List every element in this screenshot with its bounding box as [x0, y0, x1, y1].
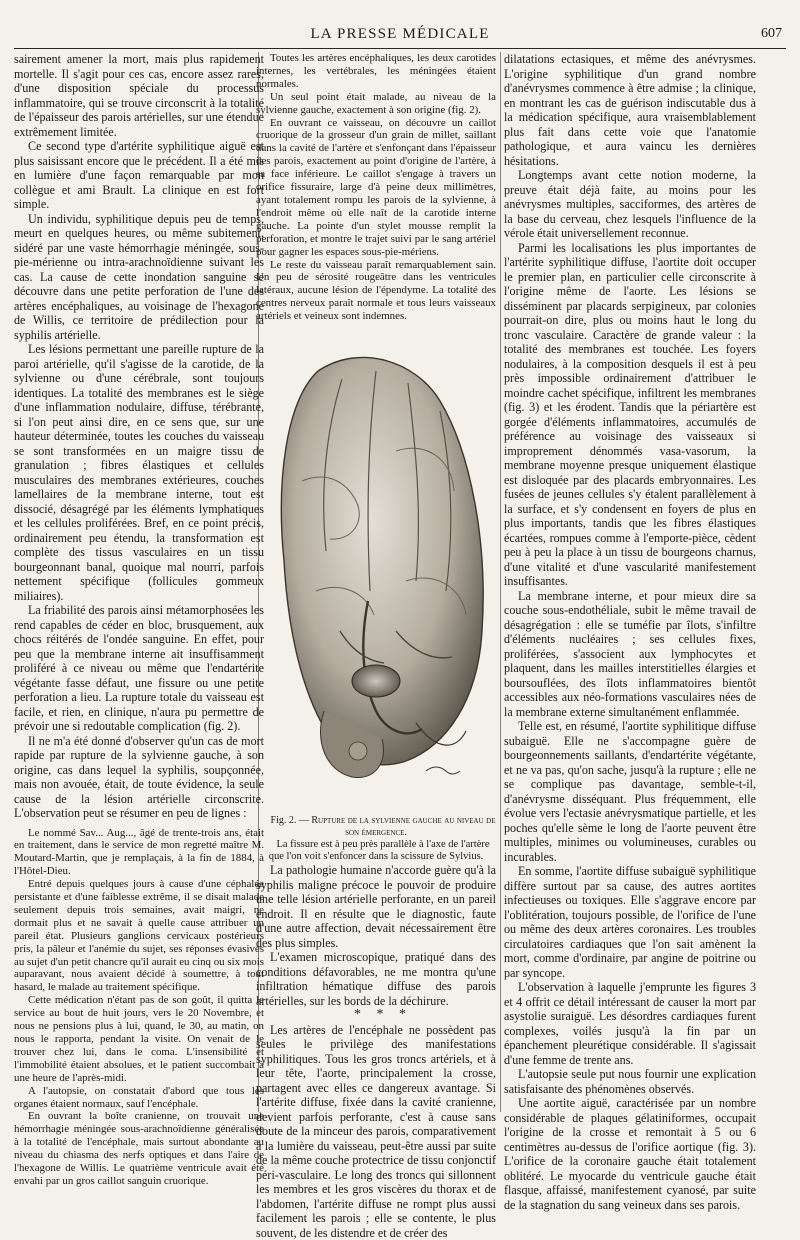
paragraph: dilatations ectasiques, et même des anévrysmes. L'origine syphilitique d'un grand nombre d'anévrysmes commence à être admise ; la clinique, en montrant les cas de guérison indiscutable dus à la médication spécifique, aura vraisemblablement plus fait dans cette voie que l'anatomie pathologique, et aura vaincu les dernières hésitations. — [504, 52, 756, 168]
paragraph: La pathologie humaine n'accorde guère qu'à la syphilis maligne précoce le pouvoir de produire une telle lésion artérielle perforante, en un pareil endroit. Il en résulte que le diagnostic, faute d'une autre affection, devait nécessairement être des plus simples. — [256, 863, 496, 950]
observation-paragraph: Cette médication n'étant pas de son goût, il quitta le service au bout de huit jours, vers le 20 Novembre, et nous ne pensions plus à lui, quand, le 30, au matin, on nous le rapporta, pendant la visite. On venait de le trouver chez lui, dans le coma. L'insensibilité et l'immobilité étaient absolues, et le patient succombait à une heure de l'après-midi. — [14, 994, 264, 1084]
observation-paragraph: En ouvrant la boîte cranienne, on trouvait une hémorrhagie méningée sous-arachnoïdienne généralisée à la totalité de l'encéphale, mais surtout abondante au niveau du chiasma des nerfs optiques et dans l'aire de l'hexagone de Willis. Le quatrième ventricule avait été envahi par un gros caillot sanguin cruorique. — [14, 1110, 264, 1187]
paragraph: L'observation à laquelle j'emprunte les figures 3 et 4 offrit ce détail intéressant de causer la mort par asystolie suraiguë. Les désordres cardiaques furent complexes, voilés jusqu'à la fin par un épanchement pleurétique considérable. Il s'agissait d'une femme de trente ans. — [504, 980, 756, 1067]
figure-caption — [256, 815, 496, 839]
paragraph: Une aortite aiguë, caractérisée par un nombre considérable de plaques gélatiniformes, occupait l'origine de la crosse et remontait à 5 ou 6 centimètres au-dessus de l'orifice aortique (fig. 3). L'orifice de la coronaire gauche était totalement oblitéré. Le myocarde du ventricule gauche était flasque, affaissé, manifestement cyanosé, par suite de la stagnation du sang veineux dans ses parois. — [504, 1096, 756, 1212]
figure-2 — [256, 331, 496, 811]
observation-paragraph: Le nommé Sav... Aug..., âgé de trente-trois ans, était en traitement, dans le service de mon regretté maître M. Moutard-Martin, que je remplaçais, à la fin de 1884, à l'Hôtel-Dieu. — [14, 826, 264, 878]
paragraph: L'autopsie seule put nous fournir une explication satisfaisante des phénomènes observés. — [504, 1067, 756, 1096]
figure-note: La fissure est à peu près parallèle à l'axe de l'artère que l'on voit s'enfoncer dans la scissure de Sylvius. — [268, 839, 490, 863]
column-rule — [500, 52, 501, 1112]
paragraph: sairement amener la mort, mais plus rapidement mortelle. Il s'agit pour ces cas, encore assez rares, d'une disposition spéciale du processus inflammatoire, qui se trouve circonscrit à la totalité de l'épaisseur des parois artérielles, sur une étendue extrêmement limitée. — [14, 52, 264, 139]
paragraph: Un individu, syphilitique depuis peu de temps, meurt en quelques heures, ou même subitement, sidéré par une vaste hémorrhagie méningée, sous-pie-mérienne ou intra-arachnoïdienne suivant les cas. La cause de cette inondation sanguine se découvre dans une petite perforation de l'une des artères encéphaliques, au voisinage de l'hexagone de Willis, ce territoire de prédilection pour la syphilis artérielle. — [14, 211, 264, 342]
paragraph: La friabilité des parois ainsi métamorphosées les rend capables de céder en bloc, brusquement, aux chocs réitérés de l'ondée sanguine. En effet, pour peu que la membrane interne ait insuffisamment proliféré à ce niveau ou même que l'endartérite végétante fasse défaut, une fissure ou une petite perforation a lieu. La rupture totale du vaisseau est facile, et rien, en clinique, n'aura pu permettre de prévoir une si redoutable complication (fig. 2). — [14, 603, 264, 733]
observation-paragraph: Un seul point était malade, au niveau de la sylvienne gauche, exactement à son origine (fig. 2). — [256, 90, 496, 116]
paragraph: Les artères de l'encéphale ne possèdent pas seules le privilège des manifestations syphilitiques. Tous les gros troncs artériels, et à leur tête, l'aorte, principalement la crosse, partagent avec elles ce dangereux avantage. Si l'artérite diffuse, fixée dans la cavité cranienne, devient parfois perforante, c'est à cause sans doute de la minceur des parois, comparativement à la lumière du vaisseau, peut-être aussi par suite de la même couche protectrice de tissu conjonctif péri-vasculaire. Le long des troncs qui sillonnent les membres et les gros viscères du thorax et de l'abdomen, l'artérite diffuse ne rompt plus aussi facilement les parois ; elle se contente, le plus souvent, de les distendre et de créer des — [256, 1022, 496, 1240]
page-header — [14, 22, 786, 49]
text-column-2 — [256, 52, 496, 1240]
text-column-1 — [14, 52, 264, 1187]
observation-paragraph: Toutes les artères encéphaliques, les deux carotides internes, les vertébrales, les méningées étaient normales. — [256, 52, 496, 90]
paragraph: La membrane interne, et pour mieux dire sa couche sous-endothéliale, subit le même travail de désagrégation : elle se tuméfie par îlots, s'infiltre d'éléments nucléaires ; ses cellules fixes, proliférées, s'associent aux lymphocytes et plaquent, dans les mailles interstitielles élargies et boursouflées, des îlots inflammatoires bientôt accessibles aux néo-formations vasculaires nées de la membrane externe simultanément enflammée. — [504, 588, 756, 719]
paragraph: Les lésions permettant une pareille rupture de la paroi artérielle, qu'il s'agisse de la carotide, de la sylvienne ou d'une cérébrale, sont toujours identiques. La totalité des membranes est le siège d'une inflammation nodulaire, diffuse, térébrante, si l'on peut ainsi dire, en ce sens que, sur une hauteur déterminée, toutes les couches du vaisseau se sont transformées en un maigre tissu de granulation ; fibres élastiques et cellules musculaires des membranes extérieures, couches lamellaires de la membrane interne, tout est dissocié, désagrégé par les éléments lymphatiques et les cellules proliférées. Bref, en ce point précis, ordinairement peu étendu, la transformation est complète des tissus vasculaires en un tissu bourgeonnant banal, quoique mal nourri, parfois nettement spécifique (follicules gommeux miliaires). — [14, 342, 264, 603]
observation-paragraph: A l'autopsie, on constatait d'abord que tous les organes étaient normaux, sauf l'encéphale. — [14, 1084, 264, 1110]
paragraph: Longtemps avant cette notion moderne, la preuve était déjà faite, au moins pour les anévrysmes multiples, sacciformes, des artères de la base du cerveau, chez lesquels l'influence de la vérole était universellement reconnue. — [504, 168, 756, 240]
paragraph: Il ne m'a été donné d'observer qu'un cas de mort rapide par rupture de la sylvienne gauche, à son origine, cas dans lequel la syphilis, soupçonnée, mais non avouée, était, de toute évidence, la seule cause de la lésion artérielle circonscrite. L'observation peut se résumer en peu de lignes : — [14, 733, 264, 820]
paragraph: L'examen microscopique, pratiqué dans des conditions défavorables, ne me montra qu'une infiltration hématique diffuse des parois artérielles, sur les bords de la déchirure. — [256, 950, 496, 1008]
page-number: 607 — [761, 26, 782, 41]
journal-title: LA PRESSE MÉDICALE — [310, 26, 490, 42]
observation-paragraph: Le reste du vaisseau paraît remarquablement sain. Un peu de sérosité rougeâtre dans les ventricules latéraux, aucune lésion de l'épendyme. La totalité des centres nerveux paraît normale et tous leurs vaisseaux artériels et veineux sont indemnes. — [256, 258, 496, 323]
section-separator: * * * — [354, 1007, 412, 1023]
observation-paragraph: Entré depuis quelques jours à cause d'une céphalée persistante et d'une faiblesse extrême, il se disait malade seulement depuis trois semaines, avait maigri, ne dormait plus et ne savait à quelle cause attribuer un pareil état. Plusieurs ganglions cervicaux postérieurs pris, la pâleur et l'anémie du sujet, ses réponses évasives au sujet d'un petit chancre qu'il aurait eu cinq ou six mois auparavant, nous avaient décidé à soumettre, à tout hasard, le malade au traitement spécifique. — [14, 878, 264, 994]
text-column-3 — [504, 52, 756, 1212]
paragraph: Parmi les localisations les plus importantes de l'artérite syphilitique diffuse, l'aortite doit occuper le premier plan, en particulier celle circonscrite à l'origine même de l'aorte. Les lésions se disséminent par placards serpigineux, par colonies pourrait-on dire, plus ou moins haut le long du tronc vasculaire. Caractère de grande valeur : la totalité des membranes est touchée. Les foyers nodulaires, à la composition desquels il est à peu près impossible ordinairement d'attribuer le moindre cachet spécifique, infiltrent les membranes (fig. 3) et les érodent. Tandis que la périartère est gorgée d'éléments inflammatoires, accumulés de préférence au voisinage des vaisseaux si improprement dénommés vasa-vasorum, la membrane moyenne presque uniquement élastique est disloquée par des placards embryonnaires. Les fusées de jeunes cellules s'y étalent parallèlement à la surface, et s'y condensent en foyers de plus en plus importants, tandis que les fibres élastiques écartées, rompues comme à l'emporte-pièce, cèdent peu à peu la place à un tissu de bourgeons charnus, d'une vitalité et d'une vascularité manifestement insuffisantes. — [504, 240, 756, 588]
paragraph: Ce second type d'artérite syphilitique aiguë est plus saisissant encore que le précédent. Il a été mis en lumière d'une façon remarquable par mon collègue et ami Brault. La clinique en est fort simple. — [14, 139, 264, 211]
figure-label: Fig. 2. — [270, 815, 297, 827]
paragraph: Telle est, en résumé, l'aortite syphilitique diffuse subaiguë. Elle ne s'accompagne guère de bourgeonnements saillants, d'endartérite végétante, et ne va pas, qu'on sache, jusqu'à la rupture ; elle ne se complique pas davantage, semble-t-il, d'anévrysme disséquant. Plus fréquemment, elle évolue vers l'ectasie anévrysmatique partielle, et les poches qu'elle sème le long de l'aorte peuvent être multiples, minimes ou volumineuses, curables ou incurables. — [504, 719, 756, 864]
brain-illustration — [256, 331, 496, 811]
figure-title: — Rupture de la sylvienne gauche au niveau de son émergence. — [298, 815, 496, 839]
paragraph: En somme, l'aortite diffuse subaiguë syphilitique diffère surtout par sa cause, des autres aortites infectieuses ou toxiques. Elle s'aggrave encore par l'oblitération, toujours possible, de l'orifice de l'une ou même des deux artères coronaires. Les troubles circulatoires cardiaques que l'on sait amènent la mort, comme d'ordinaire, par angine de poitrine ou par syncope. — [504, 864, 756, 980]
brain-drawing — [281, 357, 483, 777]
observation-paragraph: En ouvrant ce vaisseau, on découvre un caillot cruorique de la grosseur d'un grain de millet, saillant dans la cavité de l'artère et s'enfonçant dans l'épaisseur des parois, exactement au point d'origine de l'artère, à sa face inférieure. Le caillot s'engage à travers un orifice fissuraire, large d'à peine deux millimètres, ayant totalement rompu les parois de la sylvienne, à l'endroit même où elle naît de la carotide interne gauche. La pointe d'un stylet mousse remplit la perforation, et montre le trajet suivi par le sang artériel pour gagner les espaces sous-pie-mériens. — [256, 116, 496, 258]
